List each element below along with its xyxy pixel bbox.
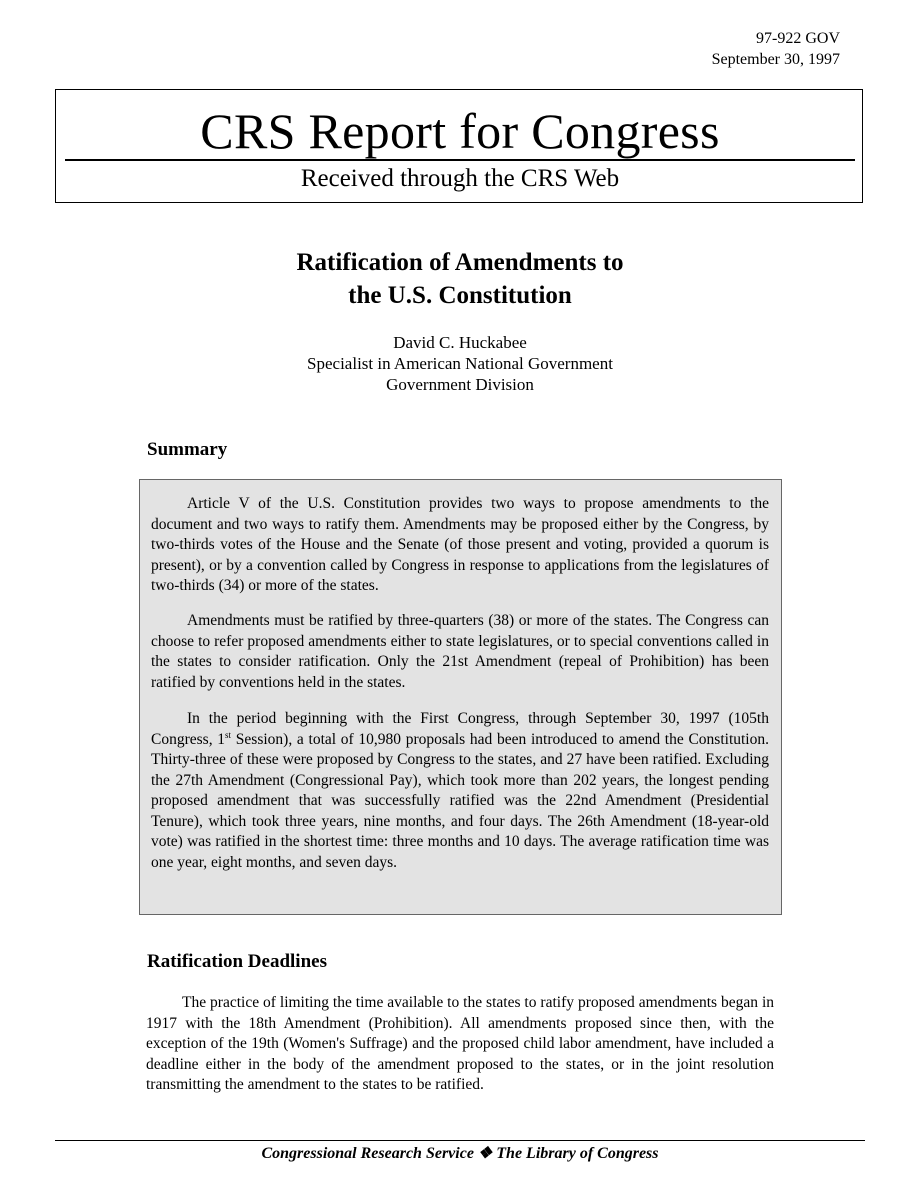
- author-byline: [0, 332, 920, 395]
- summary-paragraph-1: Article V of the U.S. Constitution provides two ways to propose amendments to the document and two ways to ratify them. Amendments may be proposed either by the Congress, by two-thirds votes of the House and the Senate (of those present and voting, provided a quorum is present), or by a convention called by Congress in response to applications from the legislatures of two-thirds (34) or more of the states.: [151, 495, 769, 594]
- document-title-line-1: Ratification of Amendments to: [296, 249, 624, 276]
- deadlines-heading: Ratification Deadlines: [147, 951, 327, 972]
- report-identifier: [712, 28, 840, 70]
- banner-divider: [65, 159, 855, 161]
- document-title-line-2: the U.S. Constitution: [348, 282, 572, 309]
- deadlines-paragraph: The practice of limiting the time available to the states to ratify proposed amendments began in 1917 with the 18th Amendment (Prohibition). All amendments proposed since then, with the exception of the 19th (Women's Suffrage) and the proposed child labor amendment, have included a deadline either in the body of the amendment proposed to the states, or in the joint resolution transmitting the amendment to the states to be ratified.: [146, 994, 774, 1093]
- summary-heading: Summary: [147, 439, 228, 460]
- summary-paragraph-2: Amendments must be ratified by three-quarters (38) or more of the states. The Congress can choose to refer proposed amendments either to state legislatures, or to special conventions called in the states to consider ratification. Only the 21st Amendment (repeal of Prohibition) has been ratified by conventions held in the states.: [151, 612, 769, 691]
- banner-title: CRS Report for Congress: [200, 103, 720, 159]
- author-division: Government Division: [386, 375, 534, 394]
- report-number: 97-922 GOV: [756, 30, 840, 47]
- author-name: David C. Huckabee: [393, 333, 527, 352]
- summary-paragraph-3: [151, 709, 769, 873]
- report-date: September 30, 1997: [711, 51, 840, 68]
- summary-paragraph-3-start: In the period beginning with the First Congress, through September 30, 1997 (105th Congress, 1: [151, 710, 769, 748]
- author-title: Specialist in American National Government: [307, 354, 613, 373]
- document-title: [0, 246, 920, 312]
- footer-divider: [55, 1140, 865, 1141]
- footer-text: Congressional Research Service ❖ The Library of Congress: [261, 1145, 659, 1162]
- banner-subtitle: Received through the CRS Web: [300, 165, 620, 192]
- summary-paragraph-3-end: Session), a total of 10,980 proposals had been introduced to amend the Constitution. Thirty-three of these were proposed by Congress to the states, and 27 have been ratified. Excluding the 27th Amendment (Congressional Pay), which took more than 202 years, the longest pending proposed amendment that was successfully ratified was the 22nd Amendment (Presidential Tenure), which took three years, nine months, and four days. The 26th Amendment (18-year-old vote) was ratified in the shortest time: three months and 10 days. The average ratification time was one year, eight months, and seven days.: [151, 730, 769, 871]
- ordinal-superscript: st: [225, 729, 232, 740]
